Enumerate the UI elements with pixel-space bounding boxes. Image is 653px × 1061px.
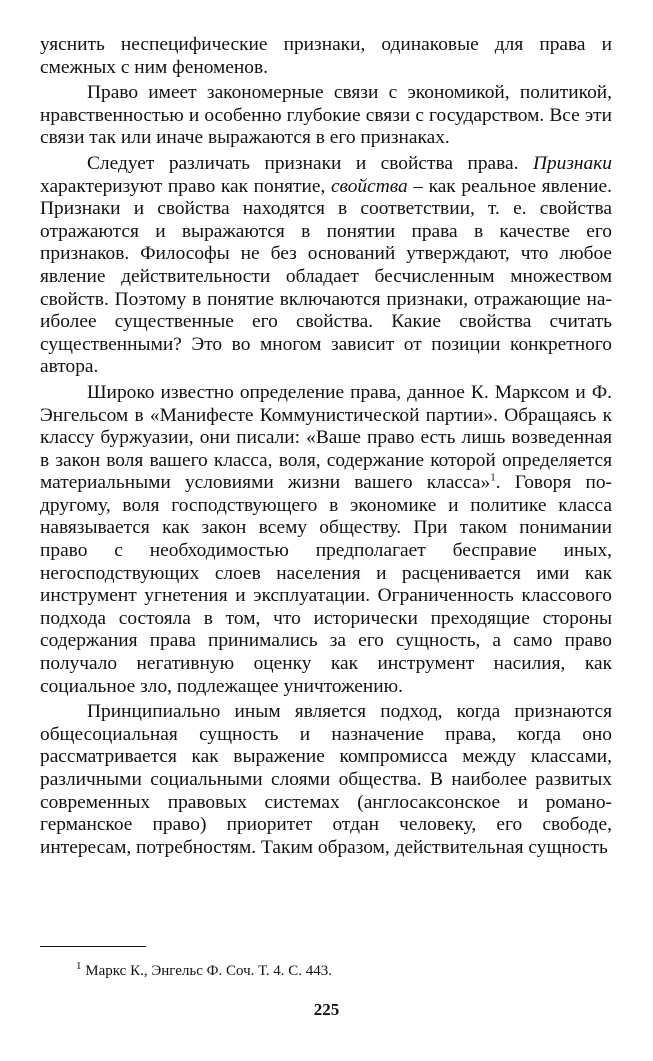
paragraph-3-text-a: Следует различать признаки и свойства права.: [87, 152, 533, 174]
term-svoystva: свойства: [330, 175, 408, 197]
page-number: 225: [313, 1000, 340, 1019]
paragraph-3-text-c: характеризуют право как понятие,: [40, 175, 331, 197]
footnote-text: Маркс К., Энгельс Ф. Соч. Т. 4. С. 443.: [85, 963, 333, 979]
paragraph-4-text-a: Широко известно определение права, данное К. Марксом и Ф. Энгельсом в «Манифесте Коммунистической партии». Обращаясь к классу буржуазии, они писали: «Ваше право есть лишь возведенная в закон воля вашего класса, воля, содержание которой определяется материальными условиями жизни вашего класса»: [40, 381, 612, 494]
paragraph-3-text-e: – как реальное явление. Признаки и свойства находятся в соответствии, т. е. свойства отражаются и выражаются в понятии права в качестве его признаков. Философы не без оснований утверждают, что любое явление действительности обладает бесчисленным множеством свойств. Поэтому в понятие включаются признаки, отражающие наиболее существенные его свойства. Какие свойства считать существенными? Это во многом зависит от позиции конкретного автора.: [40, 175, 612, 378]
paragraph-4: [40, 382, 612, 698]
paragraph-3: [40, 153, 612, 379]
paragraph-5: Принципиально иным является подход, когда признаются общесоциальная сущность и назначение права, когда оно рассматривается как выражение компромисса между классами, различными социальными слоями общества. В наиболее развитых современных правовых системах (англосаксонское и романо-германское право) приоритет отдан человеку, его свободе, интересам, потребностям. Таким образом, действительная сущность: [40, 701, 612, 858]
paragraph-1: уяснить неспецифические признаки, одинаковые для права и смежных с ним феноменов.: [40, 34, 612, 78]
footnote-divider: [40, 946, 146, 947]
footnote-reference: 1: [490, 471, 496, 484]
footnote-number: 1: [76, 960, 82, 972]
paragraph-4-text-b: . Говоря по-другому, воля господствующего в экономике и политике класса навязывается как закон всему обществу. При таком понимании право с необходимостью предполагает бесправие иных, негосподствующих слоев населения и расценивается ими как инструмент угнетения и эксплуатации. Ограниченность классового подхода состояла в том, что исторически преходящие стороны содержания права принимались за его сущность, а само право получало негативную оценку как инструмент насилия, как социальное зло, подлежащее уничтожению.: [40, 472, 613, 697]
footnote: [76, 962, 332, 980]
paragraph-2: Право имеет закономерные связи с экономикой, политикой, нравственностью и особенно глубокие связи с государством. Все эти связи так или иначе выражаются в его признаках.: [40, 82, 612, 149]
term-priznaki: Признаки: [532, 152, 612, 174]
page-body: [40, 34, 612, 859]
